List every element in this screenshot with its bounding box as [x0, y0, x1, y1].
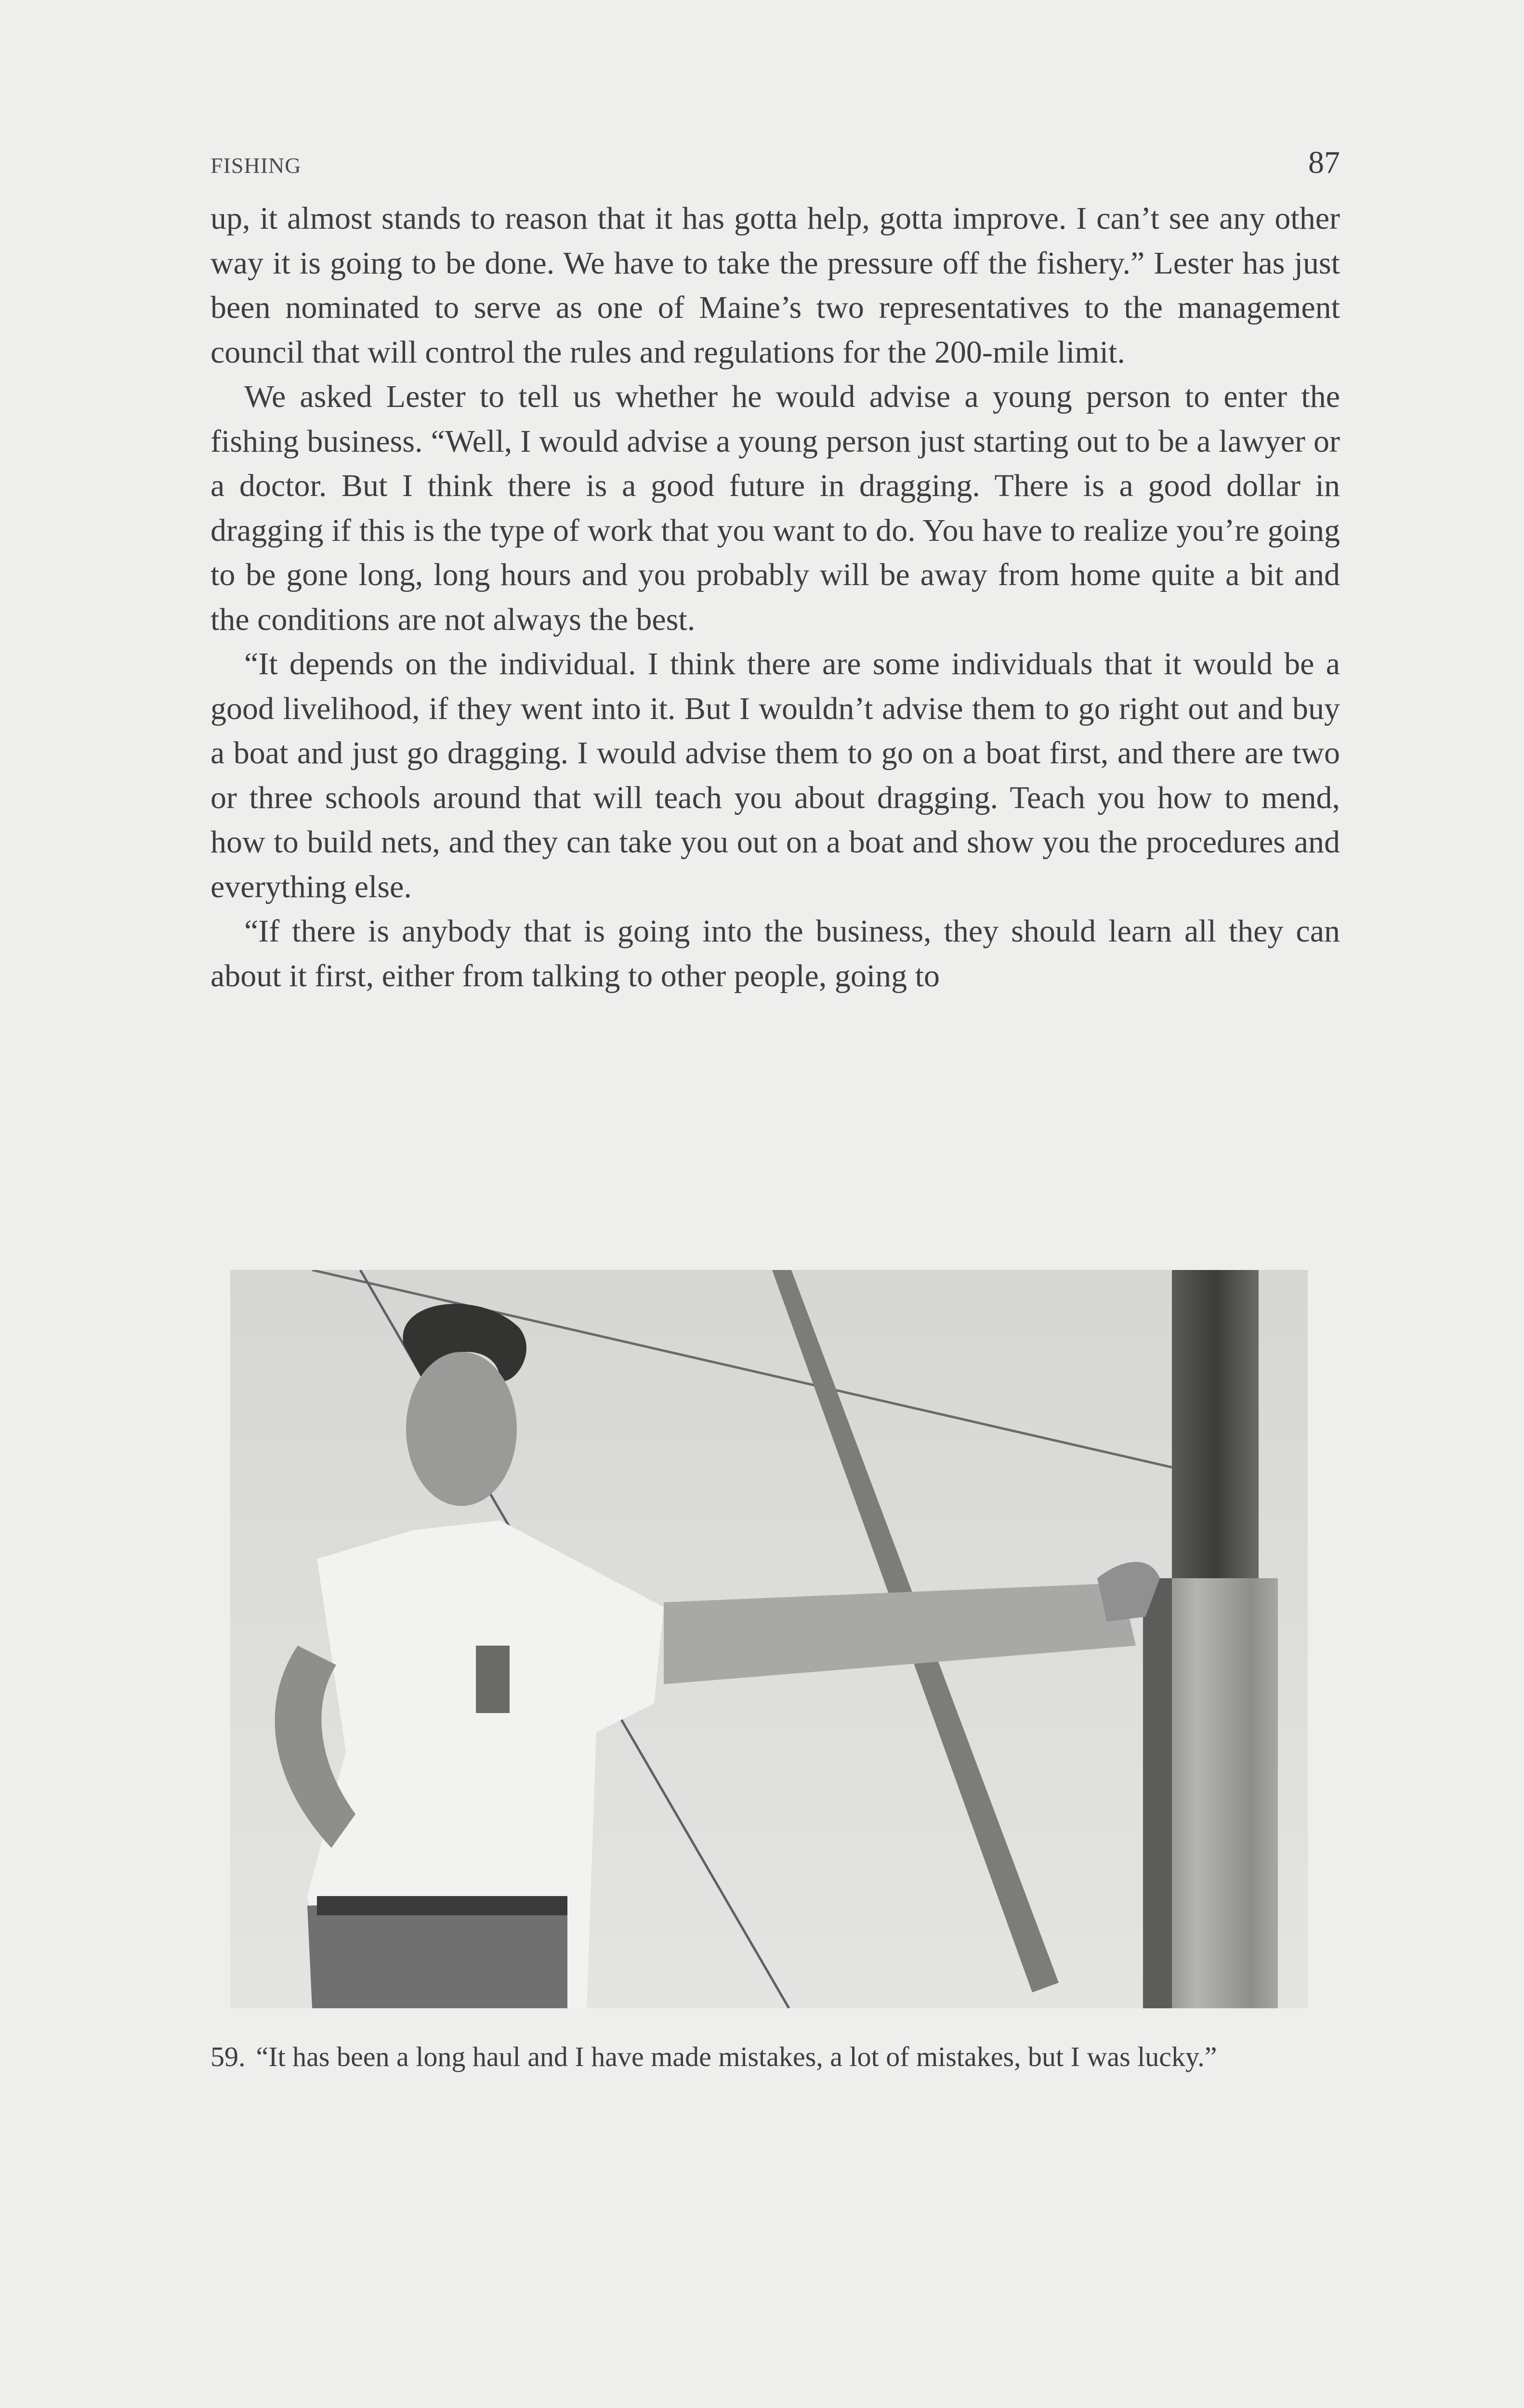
paragraph: We asked Lester to tell us whether he would advise a young person to enter the fishing business. “Well, I would advise a young person just starting out to be a lawyer or a doctor. But I think there is a good future in dragging. There is a good dollar in dragging if this is the type of work that you want to do. You have to realize you’re going to be gone long, long hours and you probably will be away from home quite a bit and the conditions are not always the best. [210, 379, 1340, 637]
pocket-pen [476, 1646, 510, 1713]
photo-illustration [230, 1270, 1308, 2008]
figure-caption [210, 2036, 1340, 2078]
belt [317, 1896, 567, 1915]
paragraph: “If there is anybody that is going into the business, they should learn all they can about it first, either from talking to other people, going to [210, 914, 1340, 994]
figure-photo [230, 1270, 1308, 2008]
paragraph: “It depends on the individual. I think there are some individuals that it would be a good livelihood, if they went into it. But I wouldn’t advise them to go right out and buy a boat and just go dragging. I would advise them to go on a boat first, and there are two or three schools around that will teach you about dragging. Teach you how to mend, how to build nets, and they can take you out on a boat and show you the procedures and everything else. [210, 646, 1340, 904]
caption-text: “It has been a long haul and I have made mistakes, a lot of mistakes, but I was lucky.” [256, 2041, 1217, 2072]
running-head [210, 144, 1340, 181]
figure-number: 59. [210, 2041, 246, 2072]
mast [1172, 1270, 1259, 1583]
page-number: 87 [1308, 145, 1340, 180]
face [406, 1352, 517, 1506]
section-title: FISHING [210, 153, 302, 178]
paragraph: up, it almost stands to reason that it has gotta help, gotta improve. I can’t see any other way it is going to be done. We have to take the pressure off the fishery.” Lester has just been nominated to serve as one of Maine’s two representatives to the management council that will control the rules and regulations for the 200-mile limit. [210, 201, 1340, 370]
body-text [210, 196, 1340, 998]
